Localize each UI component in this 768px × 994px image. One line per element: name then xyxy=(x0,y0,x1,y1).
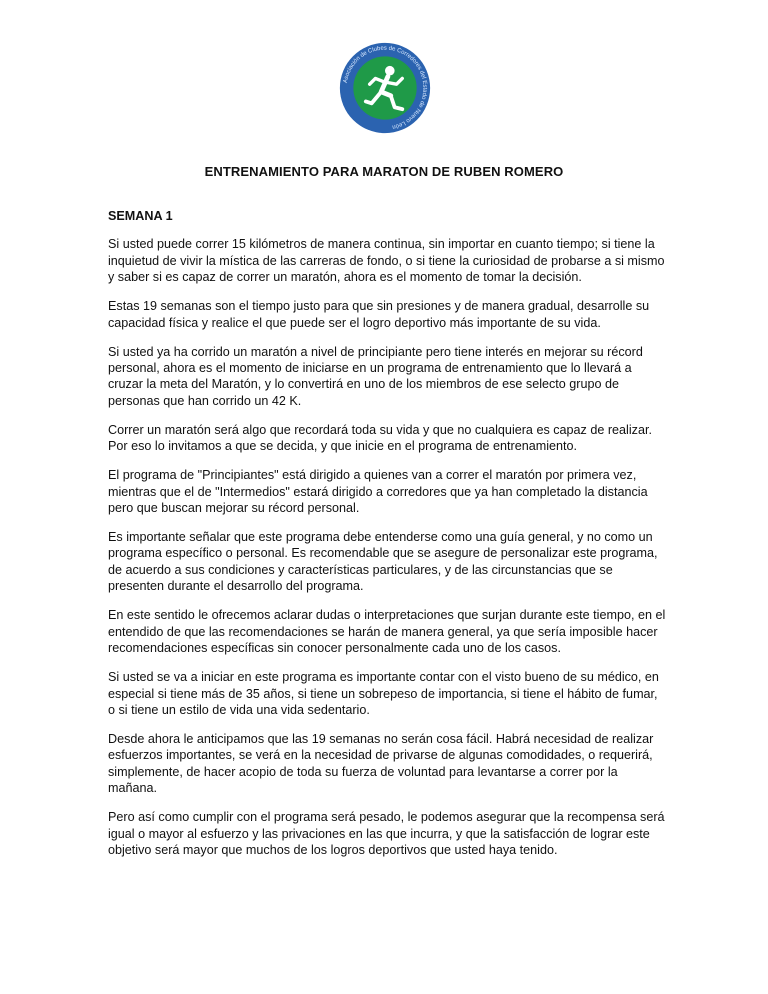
paragraph: Pero así como cumplir con el programa será pesado, le podemos asegurar que la recompensa será igual o mayor al esfuerzo y las privaciones en las que incurra, y que la satisfacción de lograr este objetivo será mayor que muchos de los logros deportivos que usted haya tenido. xyxy=(108,810,665,857)
paragraph: Si usted ya ha corrido un maratón a nivel de principiante pero tiene interés en mejorar su récord personal, ahora es el momento de iniciarse en un programa de entrenamiento que lo llevará a cruzar la meta del Maratón, y lo convertirá en uno de los miembros de ese selecto grupo de personas que han corrido un 42 K. xyxy=(108,344,643,408)
paragraph: El programa de "Principiantes" está dirigido a quienes van a correr el maratón por primera vez, mientras que el de "Intermedios" estará dirigido a corredores que ya han completado la distancia pero que buscan mejorar su récord personal. xyxy=(108,468,648,516)
paragraph: Si usted puede correr 15 kilómetros de manera continua, sin importar en cuanto tiempo; si tiene la inquietud de vivir la mística de las carreras de fondo, o si tiene la curiosidad de probarse a si mismo y saber si es capaz de correr un maratón, ahora es el momento de tomar la decisión. xyxy=(108,237,665,285)
section-heading: SEMANA 1 xyxy=(108,209,173,223)
paragraph: Estas 19 semanas son el tiempo justo para que sin presiones y de manera gradual, desarrolle su capacidad física y realice el que puede ser el logro deportivo más importante de su vida. xyxy=(108,299,650,330)
logo-ring-text: Asociación de Clubes de Corredores del Estado de Nuevo León xyxy=(342,45,428,130)
paragraph: Desde ahora le anticipamos que las 19 semanas no serán cosa fácil. Habrá necesidad de realizar esfuerzos importantes, se verá en la necesidad de privarse de algunas comodidades, o requerirá, simplemente, de hacer acopio de toda su fuerza de voluntad para levantarse a correr por la mañana. xyxy=(108,731,654,796)
document-body xyxy=(108,208,668,871)
paragraph: Correr un maratón será algo que recordará toda su vida y que no cualquiera es capaz de realizar. Por eso lo invitamos a que se decida, y que inicie en el programa de entrenamiento. xyxy=(108,422,652,454)
document-title: ENTRENAMIENTO PARA MARATON DE RUBEN ROMERO xyxy=(204,164,564,179)
paragraph: En este sentido le ofrecemos aclarar dudas o interpretaciones que surjan durante este tiempo, en el entendido de que las recomendaciones se harán de manera general, ya que sería imposible hacer recomendaciones específicas sin conocer personalmente cada uno de los casos. xyxy=(108,608,666,656)
paragraph: Si usted se va a iniciar en este programa es importante contar con el visto bueno de su médico, en especial si tiene más de 35 años, si tiene un sobrepeso de importancia, si tiene el hábito de fumar, o si tiene un estilo de vida una vida sedentario. xyxy=(108,670,659,717)
paragraph: Es importante señalar que este programa debe entenderse como una guía general, y no como un programa específico o personal. Es recomendable que se asegure de personalizar este programa, de acuerdo a sus condiciones y características particulares, y de las circunstancias que se presenten durante el desarrollo del programa. xyxy=(108,530,658,594)
club-logo xyxy=(337,40,433,136)
